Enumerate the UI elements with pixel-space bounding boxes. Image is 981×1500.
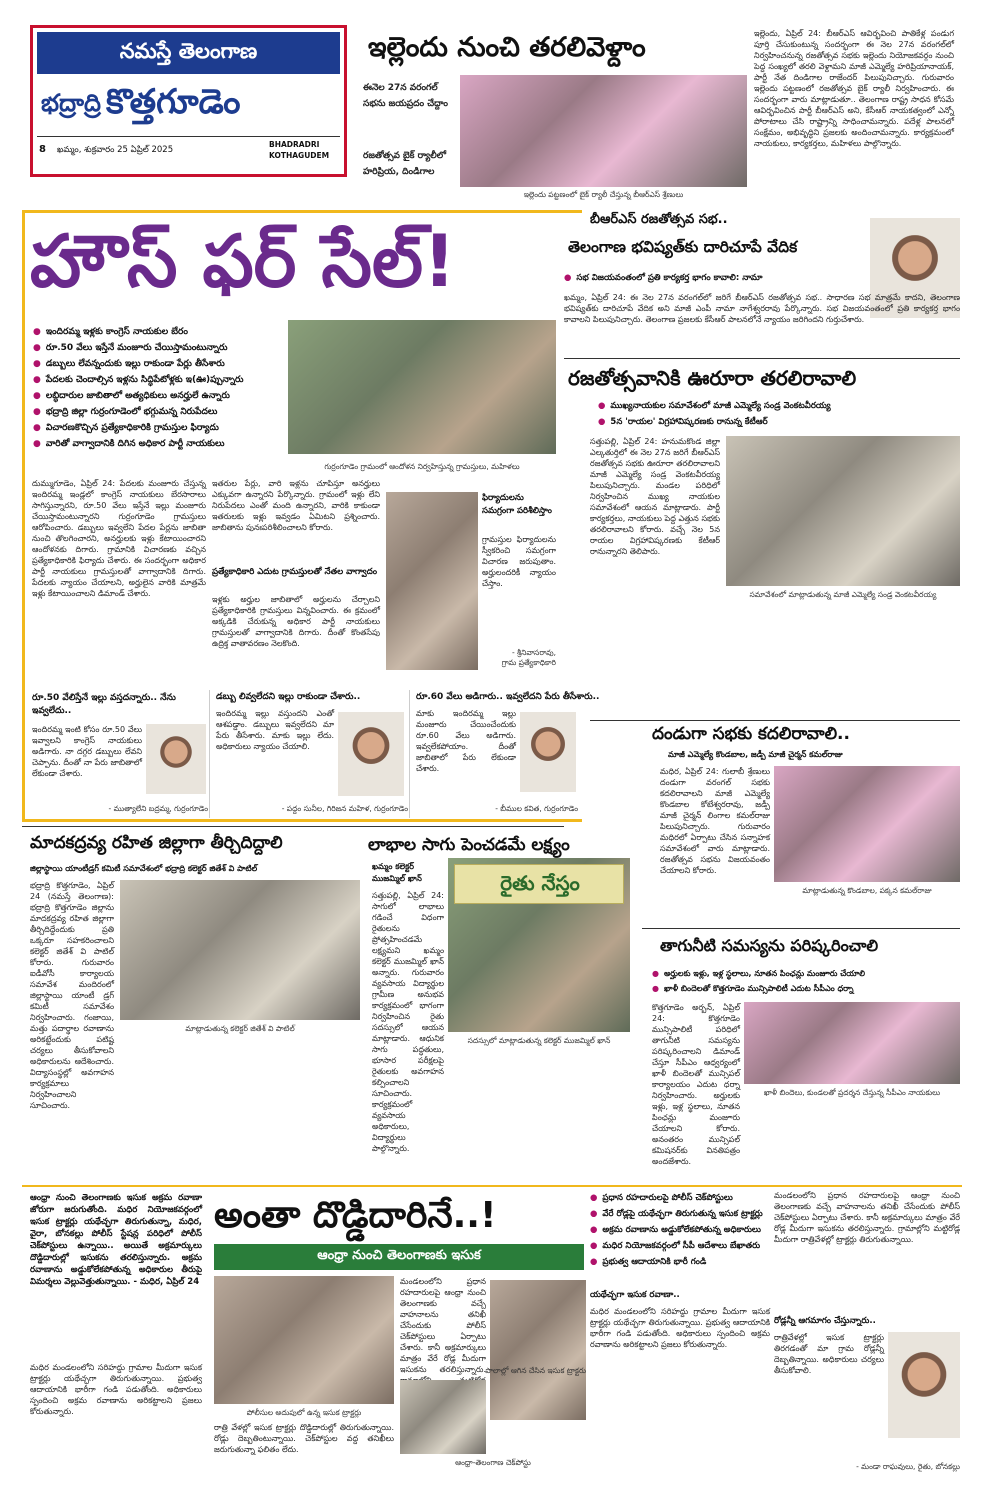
dandu-headline: దండుగా సభకు కదలిరావాలి.. — [652, 724, 850, 744]
illendu-headline: ఇల్లెందు నుంచి తరలివెళ్దాం — [368, 32, 646, 63]
dandu-body: మధిర, ఏప్రిల్ 24: గులాబీ శ్రేణులు దండుగా వరంగల్ సభకు కదలిరావాలని మాజీ ఎమ్మెల్యే కొండబాల కోటేశ్వరరావు, జడ్పీ మాజీ చైర్మన్ లింగాల కమల్‌రాజు పిలుపునిచ్చారు. గురువారం మధిరలో ఏర్పాటు చేసిన సన్నాహక సమావేశంలో వారు మాట్లాడారు. రజతోత్సవ సభను విజయవంతం చేయాలని కోరారు. — [660, 767, 770, 875]
house-bullet: ● డబ్బులు లేవన్నందుకు ఇల్లు రాకుండా పేర్లు తీసేశారు — [33, 356, 288, 372]
sand-photo-field — [490, 1280, 586, 1420]
drugs-headline: మాదకద్రవ్య రహిత జిల్లాగా తీర్చిదిద్దాలి — [30, 833, 283, 853]
officer-quote-headline: ఫిర్యాదులను సమగ్రంగా పరిశీలిస్తాం — [482, 493, 552, 516]
sand-intro: ఆంధ్రా నుంచి తెలంగాణకు ఇసుక అక్రమ రవాణా జోరుగా జరుగుతోంది. మధిర నియోజకవర్గంలో ఇసుక ట్రాక్టర్లు యథేచ్ఛగా తిరుగుతున్నా, మధిర, వైరా, బోనకల్లు పోలీస్ స్టేషన్ల పరిధిలో పోలీస్ చెక్‌పోస్టులు ఉన్నాయి.. అయితే అక్రమార్కులు దొడ్డిదారుల్లో ఇసుకను తరలిస్తున్నారు. అక్రమ రవాణాను అడ్డుకోలేకపోతున్న అధికారుల తీరుపై విమర్శలు వెల్లువెత్తుతున్నాయి. - మధిర, ఏప్రిల్ 24 — [30, 1193, 202, 1287]
edition-en-1: BHADRADRI — [269, 140, 320, 149]
sand-quote-body: రాత్రివేళల్లో ఇసుక ట్రాక్టర్లు తిరగడంతో మా గ్రామ రోడ్లన్నీ దెబ్బతిన్నాయి. అధికారులు చర్యలు తీసుకోవాలి. — [774, 1333, 884, 1375]
rajatotsavam-bullet: ● ముఖ్యనాయకుల సమావేశంలో మాజీ ఎమ్మెల్యే సండ్ర వెంకటవీరయ్య — [598, 398, 960, 414]
water-body: కొత్తగూడెం అర్బన్, ఏప్రిల్ 24: కొత్తగూడెం మున్సిపాలిటీ పరిధిలో తాగునీటి సమస్యను పరిష్కరించాలని డిమాండ్ చేస్తూ సీపీఎం ఆధ్వర్యంలో ఖాళీ బిందెలతో మున్సిపల్ కార్యాలయం ఎదుట ధర్నా నిర్వహించారు. అర్హులకు ఇళ్లు, ఇళ్ల స్థలాలు, నూతన పింఛన్లు మంజూరు చేయాలని కోరారు. అనంతరం మున్సిపల్ కమిషనర్‌కు వినతిపత్రం అందజేశారు. — [652, 1003, 740, 1166]
sand-quote-headline: రోడ్లన్నీ ఆగమాగం చేస్తున్నారు.. — [774, 1316, 876, 1326]
sand-subheadline-bar — [214, 1244, 584, 1270]
sand-subhead: యథేచ్ఛగా ఇసుక రవాణా.. — [590, 1290, 680, 1300]
labham-banner — [454, 864, 624, 904]
water-bullet: ● అర్హులకు ఇళ్లు, ఇళ్ల స్థలాలు, నూతన పింఛన్లు మంజూరు చేయాలి — [652, 966, 960, 981]
water-bullet: ● ఖాళీ బిందెలతో కొత్తగూడెం మున్సిపాలిటీ ఎదుట సీపీఎం ధర్నా — [652, 981, 960, 996]
testimonial-body: ఇందిరమ్మ ఇంటి కోసం రూ.50 వేలు ఇవ్వాలని కాంగ్రెస్ నాయకులు అడిగారు. నా దగ్గర డబ్బులు లేవని చెప్పాను. దీంతో నా పేరు జాబితాలో లేకుండా చేశారు. — [32, 725, 142, 778]
section-rule — [22, 826, 564, 827]
edition-title-part1: భద్రాద్రి — [41, 89, 101, 117]
house-headline: హౌస్ ఫర్ సేల్! — [30, 219, 456, 303]
sand-subheadline: ఆంధ్రా నుంచి తెలంగాణకు ఇసుక — [317, 1248, 481, 1263]
sand-photo-checkpost — [400, 1380, 486, 1454]
dandu-kicker: మాజీ ఎమ్మెల్యే కొండబాల, జడ్పీ మాజీ చైర్మన్ కమల్‌రాజు — [668, 750, 843, 759]
brs-kicker: బీఆర్ఎస్ రజతోత్సవ సభ.. — [590, 212, 728, 227]
house-photo — [288, 320, 556, 454]
house-subhead: ప్రత్యేకాధికారి ఎదుట గ్రామస్తులతో నేతల వాగ్వాదం — [212, 567, 378, 577]
testimonial-headline: రూ.50 వేలిస్తేనే ఇల్లు వస్తదన్నారు.. నేను ఇవ్వలేదు.. — [32, 693, 176, 716]
testimonial-headline: రూ.60 వేలు అడిగారు.. ఇవ్వలేదని పేరు తీసేశారు.. — [416, 692, 600, 702]
labham-caption: సదస్సులో మాట్లాడుతున్న కలెక్టర్ ముజమ్మిల్ ఖాన్ — [467, 1036, 611, 1045]
drugs-kicker: జిల్లాస్థాయి యాంటీడ్రగ్ కమిటీ సమావేశంలో భద్రాద్రి కలెక్టర్ జితేశ్ వి పాటిల్ — [30, 864, 258, 873]
house-bullet: ● భద్రాద్రి జిల్లా గుర్రంగూడెంలో భగ్గుమన్న నిరుపేదలు — [33, 404, 288, 420]
edition-title-part2: కొత్తగూడెం — [106, 82, 241, 122]
dateline: ఖమ్మం, శుక్రవారం 25 ఏప్రిల్ 2025 — [57, 145, 174, 155]
illendu-bullet: ఈనెల 27న వరంగల్ సభను జయప్రదం చేద్దాం — [363, 83, 448, 109]
brand-bar — [37, 32, 340, 74]
edition-title — [41, 82, 341, 132]
brs-headline: తెలంగాణ భవిష్యత్‌కు దారిచూపే వేదిక — [568, 238, 798, 256]
water-bullets — [652, 966, 960, 996]
testimonial-body: మాకు ఇందిరమ్మ ఇల్లు మంజూరు చేయించేందుకు రూ.60 వేలు అడిగారు. ఇవ్వలేకపోయాం. దీంతో జాబితాలో పేరు లేకుండా చేశారు. — [416, 709, 516, 773]
labham-banner-text: రైతు నేస్తం — [500, 871, 580, 895]
section-rule — [564, 358, 960, 359]
drugs-body: భద్రాద్రి కొత్తగూడెం, ఏప్రిల్ 24 (నమస్తే తెలంగాణ): భద్రాద్రి కొత్తగూడెం జిల్లాను మాదకద్రవ్య రహిత జిల్లాగా తీర్చిదిద్దేందుకు ప్రతి ఒక్కరూ సహకరించాలని కలెక్టర్ జితేశ్ వి పాటిల్ కోరారు. గురువారం ఐడీవోసీ కార్యాలయ సమావేశ మందిరంలో జిల్లాస్థాయి యాంటీ డ్రగ్ కమిటీ సమావేశం నిర్వహించారు. గంజాయి, మత్తు పదార్థాల రవాణాను అరికట్టేందుకు పటిష్ట చర్యలు తీసుకోవాలని అధికారులను ఆదేశించారు. విద్యాసంస్థల్లో అవగాహన కార్యక్రమాలు నిర్వహించాలని సూచించారు. — [30, 881, 114, 1110]
house-bullet: ● ఇందిరమ్మ ఇళ్లకు కాంగ్రెస్ నాయకుల బేరం — [33, 324, 288, 340]
house-body-2: ఇతరుల పేర్లు, వారి ఇళ్లను చూపిస్తూ అనర్హులు ఎక్కువగా ఉన్నారని పేర్కొన్నారు. గ్రామంలో ఇళ్లు లేని నిరుపేదలు ఎంతో మంది ఉన్నారని, వారికి కాకుండా ఇతరులకు ఇళ్లు ఇవ్వడం ఏమిటని ప్రశ్నించారు. జాబితాను పునఃపరిశీలించాలని కోరారు. — [212, 479, 380, 532]
water-photo — [744, 1002, 960, 1084]
labham-headline: లాభాల సాగు పెంచడమే లక్ష్యం — [368, 835, 570, 855]
sand-body-3: రాత్రి వేళల్లో ఇసుక ట్రాక్టర్లు దొడ్డిదారుల్లో తిరుగుతున్నాయి. రోడ్లు దెబ్బతింటున్నాయి. చెక్‌పోస్టుల వద్ద తనిఖీలు జరుగుతున్నా ఫలితం లేదు. — [214, 1423, 394, 1454]
sand-quote-photo — [888, 1332, 960, 1438]
dandu-caption: మాట్లాడుతున్న కొండబాల, పక్కన కమల్‌రాజు — [802, 886, 932, 895]
house-body-1: దుమ్ముగూడెం, ఏప్రిల్ 24: పేదలకు మంజూరు చేస్తున్న ఇందిరమ్మ ఇండ్లలో కాంగ్రెస్ నాయకులు బేరసారాలు సాగిస్తున్నారని, రూ.50 వేలు ఇస్తేనే ఇల్లు మంజూరు చేయిస్తామంటున్నారని గుర్రంగూడెం గ్రామస్తులు ఆరోపించారు. డబ్బులు ఇవ్వలేని పేదల పేర్లను జాబితా నుంచి తొలగించారని, అనర్హులకు ఇళ్లు కేటాయించారని ఆందోళనకు దిగారు. గ్రామానికి విచారణకు వచ్చిన ప్రత్యేకాధికారికి ఫిర్యాదు చేశారు. ఈ సందర్భంగా అధికార పార్టీ నాయకులు గ్రామస్తులతో వాగ్వాదానికి దిగారు. పేదలకు న్యాయం చేయాలని, అర్హులైన వారికి మాత్రమే ఇళ్లు కేటాయించాలని డిమాండ్ చేశారు. — [32, 479, 206, 598]
sand-body-2: మధిర మండలంలోని సరిహద్దు గ్రామాల మీదుగా ఇసుక ట్రాక్టర్లు యథేచ్ఛగా తిరుగుతున్నాయి. ప్రభుత్వ ఆదాయానికి భారీగా గండి పడుతోంది. అధికారులు స్పందించి అక్రమ రవాణాను అరికట్టాలని ప్రజలు కోరుతున్నారు. — [30, 1363, 202, 1416]
testimonial-name: - బీముల కవిత, గుర్రంగూడెం — [495, 804, 578, 813]
officer-quote-name: - శ్రీనివాసరావు, — [511, 648, 556, 657]
sand-body-1-cont: మండలంలోని ప్రధాన రహదారులపై ఆంధ్రా నుంచి తెలంగాణకు వచ్చే వాహనాలను తనిఖీ చేసేందుకు పోలీస్ చెక్‌పోస్టులు ఏర్పాటు చేశారు. కానీ అక్రమార్కులు మాత్రం వేరే రోడ్ల మీదుగా ఇసుకను తరలిస్తున్నారు. — [400, 1277, 486, 1374]
illendu-body: ఇల్లెందు, ఏప్రిల్ 24: బీఆర్ఎస్ ఆవిర్భవించి పాతికేళ్ల పండుగ పూర్తి చేసుకుంటున్న సందర్భంగా ఈ నెల 27న వరంగల్‌లో నిర్వహించనున్న రజతోత్సవ సభకు ఇల్లెందు నియోజకవర్గం నుంచి పెద్ద సంఖ్యలో తరలి వెళ్దామని మాజీ ఎమ్మెల్యే హరిప్రియానాయక్, పార్టీ నేత దిండిగాల రాజేందర్ పిలుపునిచ్చారు. గురువారం ఇల్లెందు పట్టణంలో రజతోత్సవ బైక్ ర్యాలీ నిర్వహించారు. ఈ సందర్భంగా వారు మాట్లాడుతూ.. తెలంగాణ రాష్ట్ర సాధన కోసమే ఆవిర్భవించిన పార్టీ బీఆర్ఎస్ అని, కేసీఆర్ నాయకత్వంలో ఎన్నో పోరాటాలు చేసి రాష్ట్రాన్ని సాధించామన్నారు. పదేళ్ల పాలనలో సంక్షేమం, అభివృద్ధిని ప్రజలకు అందించామన్నారు. కార్యక్రమంలో నాయకులు, కార్యకర్తలు, మహిళలు పాల్గొన్నారు. — [754, 29, 954, 148]
edition-en-2: KOTHAGUDEM — [269, 151, 330, 160]
house-bullet: ● పేదలకు చెందాల్సిన ఇళ్లను సిద్ధిపేటోళ్లకు ఇ(ఊ)ప్పున్నారు — [33, 372, 288, 388]
house-caption: గుర్రంగూడెం గ్రామంలో ఆందోళన నిర్వహిస్తున్న గ్రామస్తులు, మహిళలు — [324, 462, 520, 471]
testimonial-name: - పద్దం సునీల, గిరిజన మహిళ, గుర్రంగూడెం — [281, 804, 408, 813]
page-number: 8 — [39, 144, 46, 155]
house-bullet: ● రూ.50 వేలు ఇస్తేనే మంజూరు చేయిస్తామంటున్నారు — [33, 340, 288, 356]
sand-bullet: ● వేరే రోడ్లపై యథేచ్ఛగా తిరుగుతున్న ఇసుక ట్రాక్టర్లు — [590, 1206, 770, 1222]
labham-body: సత్తుపల్లి, ఏప్రిల్ 24: సాగులో లాభాలు గడించే విధంగా రైతులను ప్రోత్సహించడమే లక్ష్యమని ఖమ్మం కలెక్టర్ ముజమ్మిల్ ఖాన్ అన్నారు. గురువారం వ్యవసాయ విద్యార్థుల గ్రామీణ అనుభవ కార్యక్రమంలో భాగంగా నిర్వహించిన రైతు సదస్సులో ఆయన మాట్లాడారు. ఆధునిక సాగు పద్ధతులు, భూసార పరీక్షలపై రైతులకు అవగాహన కల్పించాలని సూచించారు. కార్యక్రమంలో వ్యవసాయ అధికారులు, విద్యార్థులు పాల్గొన్నారు. — [372, 891, 444, 1153]
testimonial-photo — [338, 712, 404, 796]
sand-bullet: ● మధిర నియోజకవర్గంలో సీపీ ఆదేశాలు బేఖాతరు — [590, 1238, 770, 1254]
labham-kicker-2: ముజమ్మిల్ ఖాన్ — [372, 874, 422, 883]
sand-bullet: ● అక్రమ రవాణాను అడ్డుకోలేకపోతున్న అధికారులు — [590, 1222, 770, 1238]
rajatotsavam-headline: రజతోత్సవానికి ఊరూరా తరలిరావాలి — [568, 366, 857, 390]
water-caption: ఖాళీ బిందెలు, కుండలతో ప్రదర్శన చేస్తున్న సీపీఎం నాయకులు — [763, 1088, 941, 1097]
house-bullet: ● విచారణకొచ్చిన ప్రత్యేకాధికారికి గ్రామస్తుల ఫిర్యాదు — [33, 420, 288, 436]
brs-body: ఖమ్మం, ఏప్రిల్ 24: ఈ నెల 27న వరంగల్‌లో జరిగే బీఆర్ఎస్ రజతోత్సవ సభ.. సాధారణ సభ మాత్రమే కాదని, తెలంగాణ భవిష్యత్‌కు దారిచూపే వేదిక అని మాజీ ఎంపీ నామా నాగేశ్వరరావు పేర్కొన్నారు. సభ విజయవంతంలో ప్రతి కార్యకర్త భాగం కావాలని పిలుపునిచ్చారు. తెలంగాణ ప్రజలకు కేసీఆర్ పాలనలోనే న్యాయం జరిగిందని గుర్తుచేశారు. — [564, 293, 960, 324]
rajatotsavam-caption: సమావేశంలో మాట్లాడుతున్న మాజీ ఎమ్మెల్యే సండ్ర వెంకటవీరయ్య — [749, 590, 937, 599]
sand-bullet: ● ప్రభుత్వ ఆదాయానికి భారీ గండి — [590, 1254, 770, 1270]
drugs-photo — [120, 880, 360, 1020]
sand-caption-3: ఆంధ్రా-తెలంగాణ చెక్‌పోస్టు — [455, 1458, 531, 1467]
sand-quote-name: - మండా రాఘవులు, రైతు, బోనకల్లు — [856, 1462, 960, 1471]
sand-headline: అంతా దొడ్డిదారినే..! — [214, 1195, 497, 1236]
labham-photo — [448, 858, 630, 1032]
sand-body-1: మండలంలోని ప్రధాన రహదారులపై ఆంధ్రా నుంచి తెలంగాణకు వచ్చే వాహనాలను తనిఖీ చేసేందుకు పోలీస్ చెక్‌పోస్టులు ఏర్పాటు చేశారు. కానీ అక్రమార్కులు మాత్రం వేరే రోడ్ల మీదుగా ఇసుకను తరలిస్తున్నారు. గ్రామాల్లోని మట్టిరోడ్ల మీదుగా రాత్రివేళల్లో ట్రాక్టర్లు తిరుగుతున్నాయి. — [774, 1191, 960, 1244]
testimonial-body: ఇందిరమ్మ ఇల్లు వస్తుందని ఎంతో ఆశపడ్డాం. డబ్బులు ఇవ్వలేదని మా పేరు తీసేశారు. మాకు ఇల్లు లేదు. అధికారులు న్యాయం చేయాలి. — [216, 709, 334, 751]
officer-quote-body: గ్రామస్తుల ఫిర్యాదులను స్వీకరించి సమగ్రంగా విచారణ జరుపుతాం. అర్హులందరికీ న్యాయం చేస్తాం. — [482, 535, 556, 588]
sand-caption-1: పోలీసుల అదుపులో ఉన్న ఇసుక ట్రాక్టర్లు — [246, 1408, 362, 1417]
officer-quote-role: గ్రామ ప్రత్యేకాధికారి — [501, 658, 556, 667]
illendu-photo — [460, 75, 747, 187]
dandu-photo — [774, 766, 960, 882]
illendu-bullets — [363, 80, 455, 218]
sand-photo-tractors — [214, 1276, 394, 1404]
sand-caption-2: పొలాల్లో ఆగిన చేసిన ఇసుక ట్రాక్టరు — [485, 1366, 586, 1375]
section-rule — [642, 928, 960, 929]
testimonial-box — [414, 690, 600, 818]
sand-bullets — [590, 1190, 770, 1270]
rajatotsavam-body: సత్తుపల్లి, ఏప్రిల్ 24: హనుమకొండ జిల్లా ఎల్కతుర్తిలో ఈ నెల 27న జరిగే బీఆర్ఎస్ రజతోత్సవ సభకు ఊరూరా తరలిరావాలని మాజీ ఎమ్మెల్యే సండ్ర వెంకటవీరయ్య పిలుపునిచ్చారు. మండల పరిధిలో నిర్వహించిన ముఖ్య నాయకుల సమావేశంలో ఆయన మాట్లాడారు. పార్టీ కార్యకర్తలు, నాయకులు పెద్ద ఎత్తున సభకు తరలిరావాలని కోరారు. వచ్చే నెల 5న రాయల విగ్రహావిష్కరణకు కేటీఆర్ రానున్నారని తెలిపారు. — [590, 437, 720, 556]
house-body-3: ఇళ్లకు అర్హుల జాబితాలో అర్హులను చేర్చాలని ప్రత్యేకాధికారికి గ్రామస్తులు విన్నవించారు. ఈ క్రమంలో అక్కడికి చేరుకున్న అధికార పార్టీ నాయకులు గ్రామస్తులతో వాగ్వాదానికి దిగారు. దీంతో కొంతసేపు ఉద్రిక్త వాతావరణం నెలకొంది. — [212, 595, 380, 648]
rajatotsavam-photo — [726, 436, 960, 586]
masthead-divider — [37, 136, 340, 137]
drugs-caption: మాట్లాడుతున్న కలెక్టర్ జితేశ్ వి పాటిల్ — [185, 1024, 295, 1033]
rajatotsavam-bullets — [598, 398, 960, 430]
testimonial-box — [214, 690, 410, 818]
sand-body-2-cont: మధిర మండలంలోని సరిహద్దు గ్రామాల మీదుగా ఇసుక ట్రాక్టర్లు యథేచ్ఛగా తిరుగుతున్నాయి. ప్రభుత్వ ఆదాయానికి భారీగా గండి పడుతోంది. అధికారులు స్పందించి అక్రమ రవాణాను అరికట్టాలని ప్రజలు కోరుతున్నారు. — [590, 1307, 770, 1349]
brand-name: నమస్తే తెలంగాణ — [119, 39, 258, 63]
labham-kicker-1: ఖమ్మం కలెక్టర్ — [372, 862, 414, 871]
illendu-caption: ఇల్లెందు పట్టణంలో బైక్ ర్యాలీ చేస్తున్న బీఆర్ఎస్ శ్రేణులు — [523, 190, 684, 199]
officer-photo — [386, 492, 478, 670]
testimonial-box — [30, 690, 210, 818]
brs-bullet: ● సభ విజయవంతంలో ప్రతి కార్యకర్త భాగం కావాలి: నామా — [564, 270, 864, 286]
testimonial-photo — [146, 724, 206, 794]
house-bullet: ● లబ్ధిదారుల జాబితాలో అత్యధికులు అనర్హులే ఉన్నారు — [33, 388, 288, 404]
masthead — [30, 25, 347, 177]
illendu-bullet: రజతోత్సవ బైక్ ర్యాలీలో హరిప్రియ, దిండిగాల — [363, 151, 447, 177]
house-bullet: ● వారితో వాగ్వాదానికి దిగిన అధికార పార్టీ నాయకులు — [33, 436, 288, 452]
testimonial-name: - ముత్యాలేని బద్రమ్మ, గుర్రంగూడెం — [108, 804, 208, 813]
rajatotsavam-bullet: ● 5న 'రాయల' విగ్రహావిష్కరణకు రానున్న కేటీఆర్ — [598, 414, 960, 430]
house-bullets — [33, 324, 288, 452]
testimonial-headline: డబ్బు లివ్వలేదని ఇల్లు రాకుండా చేశారు.. — [216, 692, 361, 702]
section-rule — [590, 720, 960, 721]
sand-bullet: ● ప్రధాన రహదారులపై పోలీస్ చెక్‌పోస్టులు — [590, 1190, 770, 1206]
water-headline: తాగునీటి సమస్యను పరిష్కరించాలి — [660, 936, 879, 955]
testimonial-photo — [520, 712, 576, 792]
